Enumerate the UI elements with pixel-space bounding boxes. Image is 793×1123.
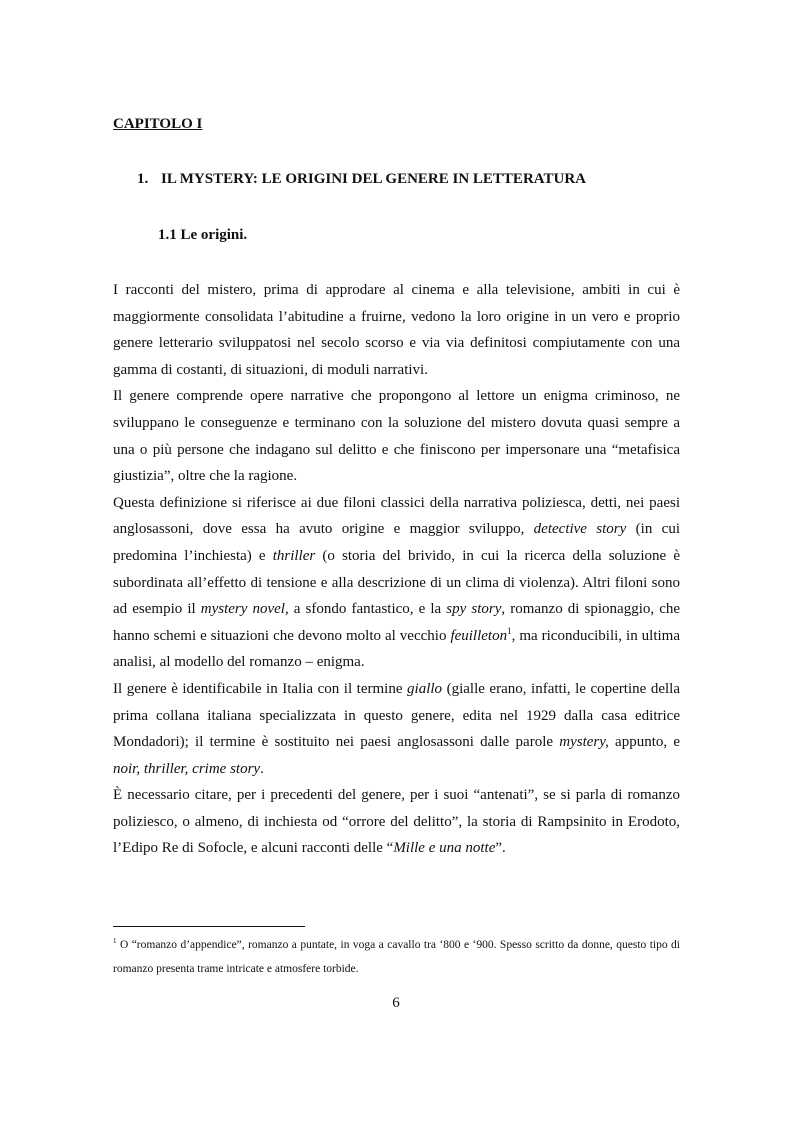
section-title: IL MYSTERY: LE ORIGINI DEL GENERE IN LETTERATURA: [161, 171, 586, 187]
paragraph-4-text: appunto, e: [608, 734, 680, 751]
paragraph-2: Il genere comprende opere narrative che propongono al lettore un enigma criminoso, ne sviluppano le conseguenze e terminano con la soluzione del mistero dovuta quasi sempre a una o più persone che indagano sul delitto e che finiscono per impersonare una “metafisica giustizia”, oltre che la ragione.: [113, 388, 680, 485]
paragraph-4-text: Il genere è identificabile in Italia con il termine: [113, 680, 408, 697]
italic-term: thriller: [272, 547, 316, 564]
italic-term: feuilleton: [450, 627, 508, 644]
paragraph-3-text: , ma riconducibili, in ultima analisi, al modello del romanzo – enigma.: [113, 627, 680, 671]
paragraph-5: [113, 782, 680, 862]
footnote-divider: [113, 926, 305, 927]
italic-term: mystery novel: [200, 601, 285, 618]
paragraph-3-text: (o storia del brivido, in cui la ricerca della soluzione è subordinata all’effetto di tensione e alla descrizione di un clima di violenza). Altri filoni sono ad esempio il: [113, 547, 680, 618]
section-heading: [137, 171, 586, 188]
chapter-title: CAPITOLO I: [113, 116, 203, 132]
footnote-text: O “romanzo d’appendice”, romanzo a puntate, in voga a cavallo tra ‘800 e ‘900. Spesso scritto da donne, questo tipo di romanzo presenta trame intricate e atmosfere torbide.: [113, 939, 680, 975]
paragraph-3-text: (in cui predomina l’inchiesta) e: [113, 521, 680, 564]
page-number: 6: [392, 995, 400, 1011]
paragraph-4-text: (gialle erano, infatti, le copertine della prima collana italiana specializzata in questo genere, edita nel 1929 dalla casa editrice Mondadori); il termine è sostituito nei paesi anglosassoni dalle parole: [113, 680, 680, 751]
section-number: 1.: [137, 171, 149, 187]
body-text: [113, 277, 680, 862]
italic-term: mystery,: [559, 734, 609, 751]
paragraph-5-text: ”.: [495, 840, 506, 857]
italic-term: spy story: [446, 601, 502, 618]
paragraph-1: I racconti del mistero, prima di approdare al cinema e alla televisione, ambiti in cui è maggiormente consolidata l’abitudine a fruirne, vedono la loro origine in un vero e proprio genere letterario sviluppatosi nel secolo scorso e via via definitosi compiutamente con una gamma di costanti, di situazioni, di moduli narrativi.: [113, 282, 680, 378]
italic-term: noir, thriller, crime story: [113, 760, 261, 777]
footnote-marker: 1: [113, 937, 117, 946]
footnote: [113, 933, 680, 981]
italic-term: detective story: [533, 521, 627, 538]
paragraph-3-text: , romanzo di spionaggio, che hanno schemi e situazioni che devono molto al vecchio: [113, 601, 681, 644]
italic-term: Mille e una notte: [393, 840, 496, 857]
paragraph-3: [113, 490, 680, 676]
footnote-reference[interactable]: 1: [507, 625, 512, 636]
paragraph-3-text: Questa definizione si riferisce ai due filoni classici della narrativa poliziesca, detti, nei paesi anglosassoni, dove essa ha avuto origine e maggior sviluppo,: [113, 494, 680, 538]
paragraph-4-text: .: [260, 760, 264, 777]
paragraph-3-text: , a sfondo fantastico, e la: [284, 601, 447, 618]
paragraph-5-text: È necessario citare, per i precedenti del genere, per i suoi “antenati”, se si parla di romanzo poliziesco, o almeno, di inchiesta od “orrore del delitto”, la storia di Rampsinito in Erodoto, l’Edipo Re di Sofocle, e alcuni racconti delle “: [113, 787, 680, 857]
subsection-heading: 1.1 Le origini.: [158, 227, 248, 243]
paragraph-4: [113, 676, 680, 782]
italic-term: giallo: [407, 680, 443, 697]
